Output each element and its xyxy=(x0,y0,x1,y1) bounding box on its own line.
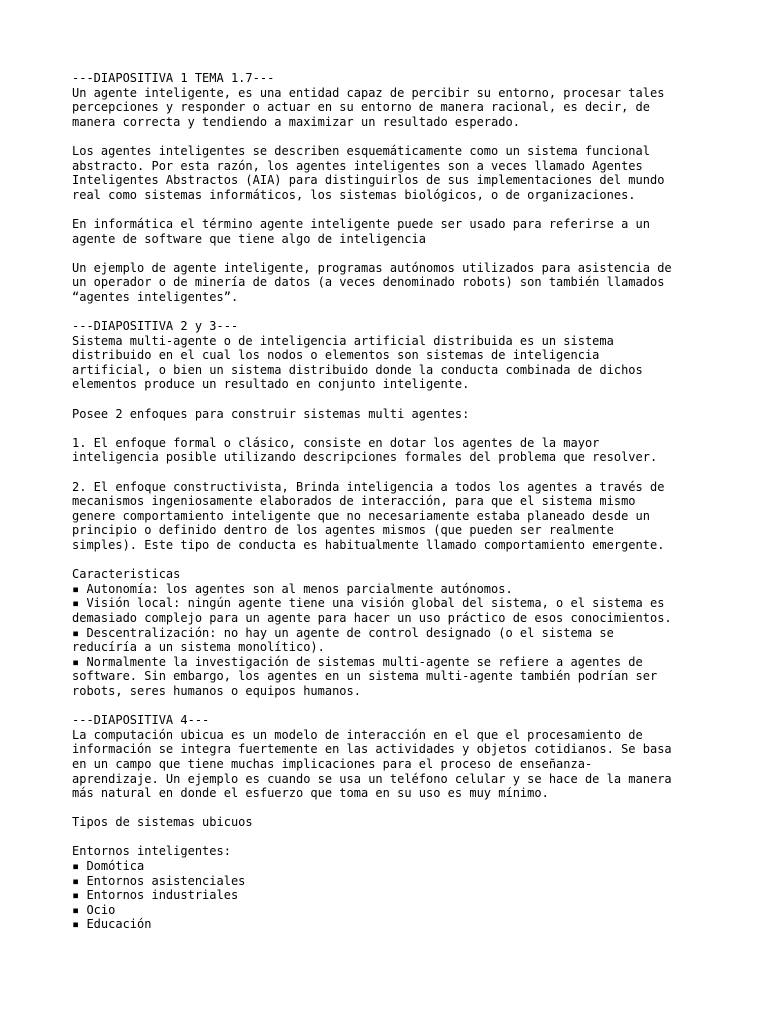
text-line: software. Sin embargo, los agentes en un sistema multi-agente también podrían ser xyxy=(72,669,658,684)
heading-diapositiva-4 xyxy=(72,713,712,801)
text-line: La computación ubicua es un modelo de interacción en el que el procesamiento de xyxy=(72,727,643,742)
paragraph-gap xyxy=(72,553,712,568)
paragraph-gap xyxy=(72,465,712,480)
text-line: Posee 2 enfoques para construir sistemas multi agentes: xyxy=(72,406,470,421)
text-line: abstracto. Por esta razón, los agentes inteligentes son a veces llamado Agentes xyxy=(72,158,643,173)
text-line: Un agente inteligente, es una entidad capaz de percibir su entorno, procesar tales xyxy=(72,85,665,100)
bullet-line: ▪ Ocio xyxy=(72,902,116,917)
text-line: agente de software que tiene algo de inteligencia xyxy=(72,231,427,246)
heading-diapositiva-2-3 xyxy=(72,319,712,392)
paragraph-tipos xyxy=(72,815,712,830)
paragraph-enfoque-formal xyxy=(72,436,712,465)
paragraph-ejemplo xyxy=(72,261,712,305)
bullet-line: ▪ Descentralización: no hay un agente de control designado (o el sistema se xyxy=(72,625,614,640)
text-line: En informática el término agente inteligente puede ser usado para referirse a un xyxy=(72,216,650,231)
text-line: más natural en donde el esfuerzo que toma en su uso es muy mínimo. xyxy=(72,786,549,801)
paragraph-gap xyxy=(72,129,712,144)
paragraph-caracteristicas xyxy=(72,567,712,698)
text-line: Caracteristicas xyxy=(72,567,181,582)
text-line: distribuido en el cual los nodos o elementos son sistemas de inteligencia xyxy=(72,348,600,363)
text-line: simples). Este tipo de conducta es habitualmente llamado comportamiento emergente. xyxy=(72,538,665,552)
paragraph-gap xyxy=(72,246,712,261)
text-line: Tipos de sistemas ubicuos xyxy=(72,815,253,830)
text-line: demasiado complejo para un agente para hacer un uso práctico de esos conocimientos. xyxy=(72,610,672,625)
paragraph-gap xyxy=(72,830,712,845)
paragraph-gap xyxy=(72,699,712,714)
paragraph-gap xyxy=(72,202,712,217)
bullet-line: ▪ Entornos asistenciales xyxy=(72,873,246,888)
text-line: 1. El enfoque formal o clásico, consiste en dotar los agentes de la mayor xyxy=(72,435,600,450)
text-line: reducíría a un sistema monolítico). xyxy=(72,640,325,655)
text-line: ---DIAPOSITIVA 4--- xyxy=(72,713,210,728)
paragraph-gap xyxy=(72,305,712,320)
paragraph-gap xyxy=(72,392,712,407)
text-line: ---DIAPOSITIVA 2 y 3--- xyxy=(72,319,239,334)
text-line: percepciones y responder o actuar en su entorno de manera racional, es decir, de xyxy=(72,100,650,115)
heading-diapositiva-1 xyxy=(72,71,712,129)
text-line: Los agentes inteligentes se describen esquemáticamente como un sistema funcional xyxy=(72,143,650,158)
text-line: genere comportamiento inteligente que no necesariamente estaba planeado desde un xyxy=(72,508,650,523)
bullet-line: ▪ Domótica xyxy=(72,859,145,874)
text-line: manera correcta y tendiendo a maximizar un resultado esperado. xyxy=(72,114,520,129)
bullet-line: ▪ Educación xyxy=(72,917,152,932)
paragraph-enfoques xyxy=(72,407,712,422)
text-line: ---DIAPOSITIVA 1 TEMA 1.7--- xyxy=(72,71,275,85)
text-line: “agentes inteligentes”. xyxy=(72,289,239,304)
text-line: artificial, o bien un sistema distribuido donde la conducta combinada de dichos xyxy=(72,362,643,377)
text-line: robots, seres humanos o equipos humanos. xyxy=(72,683,361,698)
text-line: en un campo que tiene muchas implicaciones para el proceso de enseñanza- xyxy=(72,756,593,771)
paragraph-entornos xyxy=(72,844,712,932)
text-line: elementos produce un resultado en conjunto inteligente. xyxy=(72,377,470,392)
text-line: inteligencia posible utilizando descripciones formales del problema que resolver. xyxy=(72,450,658,465)
paragraph-informatica xyxy=(72,217,712,246)
text-line: real como sistemas informáticos, los sistemas biológicos, o de organizaciones. xyxy=(72,187,636,202)
bullet-line: ▪ Entornos industriales xyxy=(72,888,239,903)
bullet-line: ▪ Visión local: ningún agente tiene una visión global del sistema, o el sistema es xyxy=(72,596,665,611)
text-line: aprendizaje. Un ejemplo es cuando se usa un teléfono celular y se hace de la manera xyxy=(72,771,672,786)
document-page xyxy=(72,71,712,932)
paragraph-gap xyxy=(72,421,712,436)
text-line: principio o definido dentro de los agentes mismos (que pueden ser realmente xyxy=(72,523,614,538)
text-line: Inteligentes Abstractos (AIA) para distinguirlos de sus implementaciones del mundo xyxy=(72,173,665,188)
paragraph-esquematicamente xyxy=(72,144,712,202)
paragraph-gap xyxy=(72,801,712,816)
paragraph-enfoque-constructivista xyxy=(72,480,712,553)
text-line: Un ejemplo de agente inteligente, programas autónomos utilizados para asistencia de xyxy=(72,260,672,275)
text-line: un operador o de minería de datos (a veces denominado robots) son también llamados xyxy=(72,275,665,290)
text-line: mecanismos ingeniosamente elaborados de interacción, para que el sistema mismo xyxy=(72,494,636,509)
text-line: 2. El enfoque constructivista, Brinda inteligencia a todos los agentes a través de xyxy=(72,479,665,494)
text-line: Sistema multi-agente o de inteligencia artificial distribuida es un sistema xyxy=(72,333,614,348)
text-line: Entornos inteligentes: xyxy=(72,844,231,859)
bullet-line: ▪ Normalmente la investigación de sistemas multi-agente se refiere a agentes de xyxy=(72,654,643,669)
bullet-line: ▪ Autonomía: los agentes son al menos parcialmente autónomos. xyxy=(72,581,513,596)
text-line: información se integra fuertemente en las actividades y objetos cotidianos. Se basa xyxy=(72,742,672,757)
